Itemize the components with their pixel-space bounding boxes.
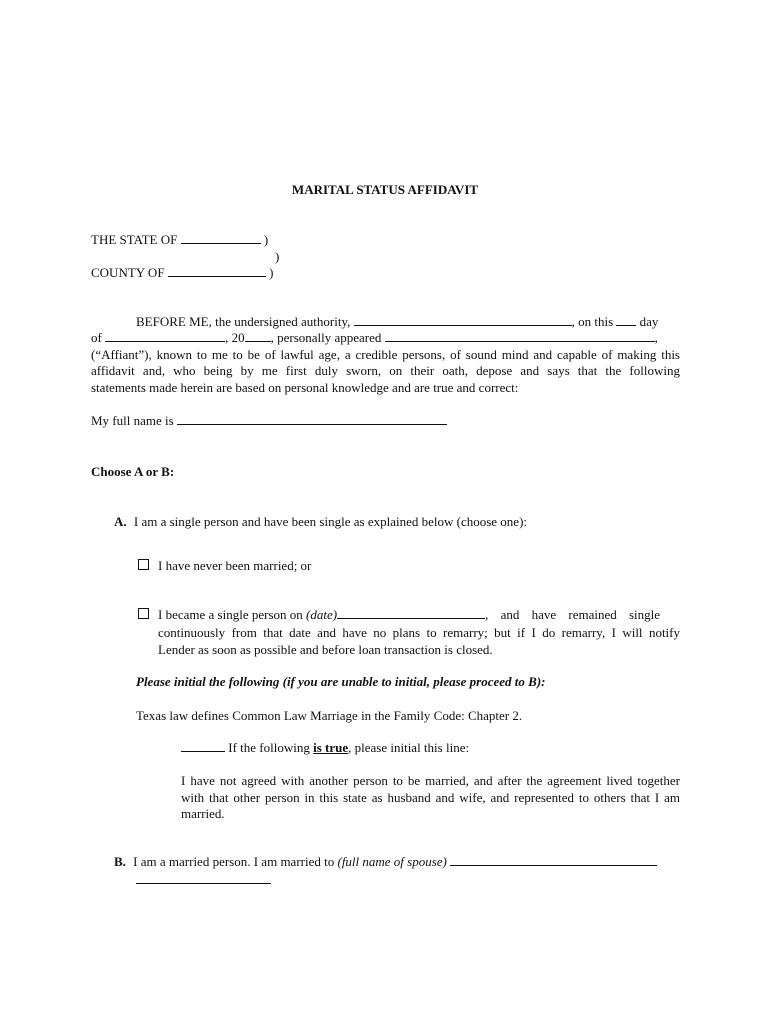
affiant-name-blank[interactable] [385,330,655,342]
initial-blank[interactable] [181,740,225,752]
county-label: COUNTY OF [91,265,165,280]
spouse-name-blank[interactable] [450,854,657,866]
intro-text: , on this [571,314,614,329]
checkbox-row-never-married [138,557,311,574]
document-title: MARITAL STATUS AFFIDAVIT [291,182,479,197]
initial-line [181,739,469,756]
option-b-letter: B. [114,854,126,869]
agreement-line-1: I have not agreed with another person to be married, and after the agreement lived together [181,773,680,788]
intro-line-4: affidavit and, who being by me first duly sworn, on their oath, depose and says that the following [91,363,680,378]
intro-line-5: statements made herein are based on personal knowledge and are true and correct: [91,380,519,395]
initial-text: , please initial this line: [348,740,470,755]
year-blank[interactable] [245,330,271,342]
checkbox-label: I became a single person on [158,607,303,622]
state-line [91,231,268,248]
agreement-line-3: married. [181,806,225,821]
became-single-line-2: continuously from that date and have no plans to remarry; but if I do remarry, I will notify [158,625,680,640]
option-b [114,853,657,870]
paren: ) [263,232,269,247]
full-name-label: My full name is [91,413,174,428]
paren-mid: ) [275,249,280,264]
authority-blank[interactable] [354,314,572,326]
full-name-line [91,412,447,429]
month-blank[interactable] [105,330,225,342]
intro-line-2 [91,329,658,346]
intro-text: , 20 [225,330,245,345]
intro-line-3: (“Affiant”), known to me to be of lawful age, a credible persons, of sound mind and capable of making this [91,347,680,362]
state-blank[interactable] [181,232,261,244]
intro-text: of [91,330,102,345]
is-true-emphasis: is true [313,740,349,755]
day-blank[interactable] [616,314,636,326]
checkbox-row-became-single [138,606,680,623]
option-a-letter: A. [114,514,127,529]
state-label: THE STATE OF [91,232,178,247]
single-date-blank[interactable] [337,607,485,619]
option-a [114,513,527,530]
agreement-line-2: with that other person in this state as husband and wife, and represented to others that I am [181,790,680,805]
initial-instruction: Please initial the following (if you are unable to initial, please proceed to B): [136,674,546,689]
became-single-line-3: Lender as soon as possible and before loan transaction is closed. [158,642,493,657]
intro-line-1 [136,313,658,330]
checkbox-never-married[interactable] [138,559,149,570]
intro-text: BEFORE ME, the undersigned authority, [136,314,351,329]
intro-text: , [654,330,658,345]
intro-text: day [639,314,659,329]
county-line [91,264,273,281]
checkbox-became-single[interactable] [138,608,149,619]
texas-law-text: Texas law defines Common Law Marriage in the Family Code: Chapter 2. [136,708,523,723]
checkbox-label-cont: , and have remained single [485,607,661,622]
choose-heading: Choose A or B: [91,464,175,479]
option-b-text: I am a married person. I am married to [133,854,335,869]
intro-text: , personally appeared [270,330,382,345]
spouse-name-continuation[interactable] [136,871,271,888]
initial-text: If the following [228,740,310,755]
checkbox-label: I have never been married; or [158,558,312,573]
county-blank[interactable] [168,265,266,277]
paren: ) [269,265,274,280]
spouse-name-blank-2[interactable] [136,872,271,884]
spouse-hint: (full name of spouse) [337,854,447,869]
date-hint: (date) [306,607,338,622]
full-name-blank[interactable] [177,413,447,425]
option-a-text: I am a single person and have been single as explained below (choose one): [133,514,528,529]
